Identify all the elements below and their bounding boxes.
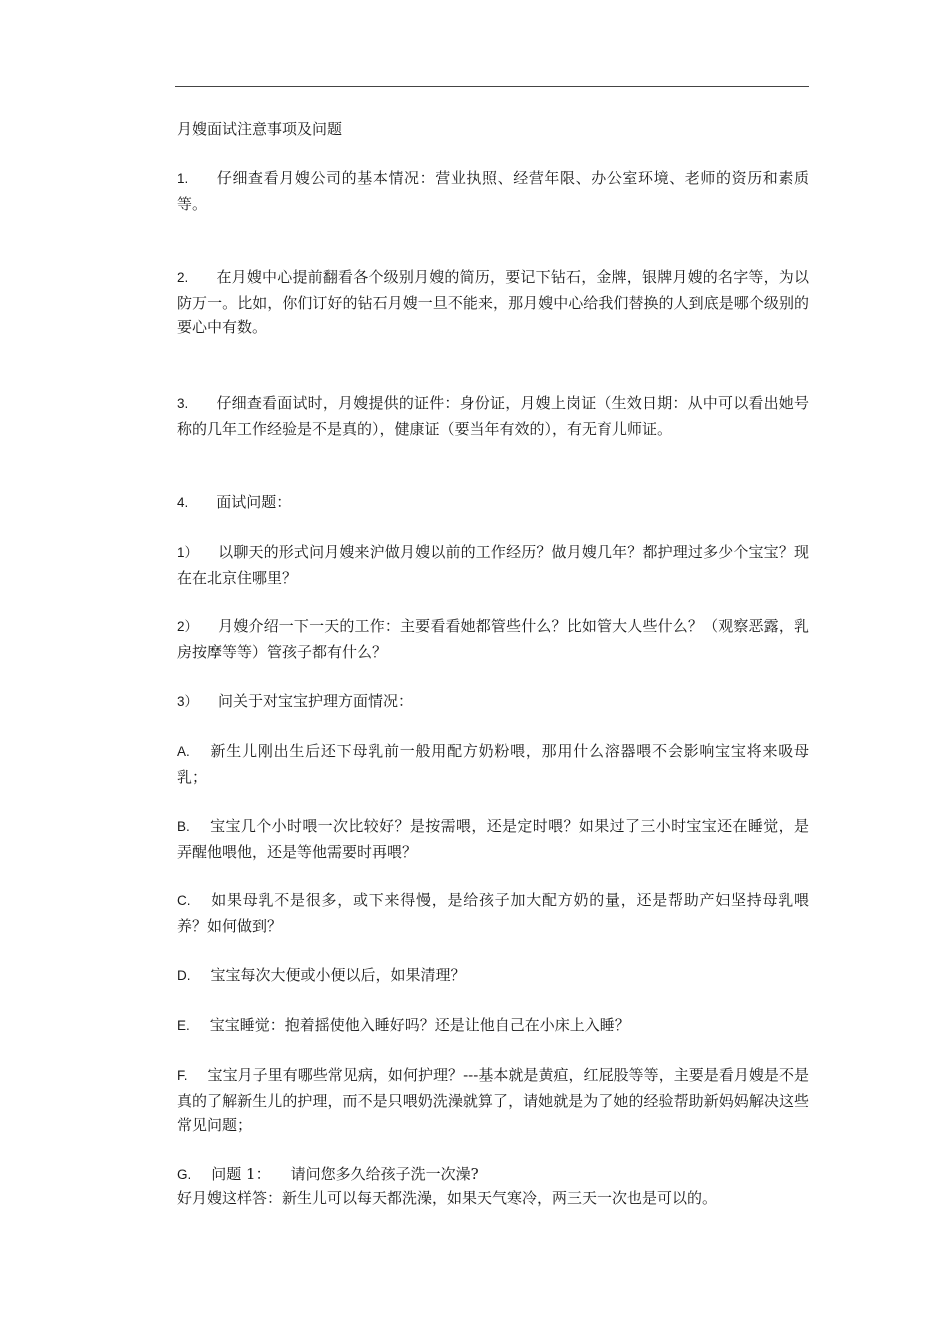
- question-letter: D.: [177, 968, 191, 983]
- item-number: 3.: [177, 396, 189, 411]
- question-letter: C.: [177, 893, 191, 908]
- question-text: 宝宝睡觉：抱着摇使他入睡好吗？还是让他自己在小床上入睡？: [209, 1016, 630, 1034]
- question-letter: G.: [177, 1167, 192, 1182]
- sub-item-text: 以聊天的形式问月嫂来沪做月嫂以前的工作经历？做月嫂几年？都护理过多少个宝宝？现在在北京住哪里？: [177, 543, 809, 587]
- sub-item-1: [177, 540, 809, 590]
- question-a: [177, 739, 809, 789]
- question-c: [177, 888, 809, 938]
- document-title: 月嫂面试注意事项及问题: [177, 120, 343, 138]
- question-letter: B.: [177, 819, 190, 834]
- sub-item-number: 2）: [177, 619, 199, 634]
- question-text: 新生儿刚出生后还下母乳前一般用配方奶粉喂，那用什么溶器喂不会影响宝宝将来吸母乳；: [177, 742, 809, 786]
- sub-item-text: 问关于对宝宝护理方面情况：: [218, 692, 414, 710]
- question-f: [177, 1063, 809, 1138]
- item-number: 2.: [177, 270, 189, 285]
- question-text: 宝宝月子里有哪些常见病，如何护理？---基本就是黄疸，红屁股等等，主要是看月嫂是不是真的了解新生儿的护理，而不是只喂奶洗澡就算了，请她就是为了她的经验帮助新妈妈解决这些常见问题；: [177, 1066, 809, 1134]
- sub-item-number: 3）: [177, 694, 199, 709]
- list-item-2: [177, 265, 809, 340]
- item-text: 在月嫂中心提前翻看各个级别月嫂的简历，要记下钻石，金牌，银牌月嫂的名字等，为以防万一。比如，你们订好的钻石月嫂一旦不能来，那月嫂中心给我们替换的人到底是哪个级别的要心中有数。: [177, 268, 809, 336]
- question-letter: A.: [177, 744, 190, 759]
- question-text: 请问您多久给孩子洗一次澡?: [290, 1165, 479, 1183]
- item-number: 4.: [177, 495, 189, 510]
- sub-item-3: [177, 689, 809, 715]
- question-b: [177, 814, 809, 864]
- question-text: 宝宝几个小时喂一次比较好？是按需喂，还是定时喂？如果过了三小时宝宝还在睡觉，是弄醒他喂他，还是等他需要时再喂？: [177, 817, 809, 861]
- question-e: [177, 1013, 809, 1039]
- item-text: 面试问题：: [216, 493, 292, 511]
- question-letter: E.: [177, 1018, 190, 1033]
- question-text: 如果母乳不是很多，或下来得慢，是给孩子加大配方奶的量，还是帮助产妇坚持母乳喂养？如何做到？: [177, 891, 809, 935]
- list-item-1: [177, 166, 809, 216]
- answer-text: 好月嫂这样答：新生儿可以每天都洗澡，如果天气寒冷，两三天一次也是可以的。: [177, 1189, 718, 1207]
- sub-item-number: 1）: [177, 545, 199, 560]
- item-number: 1.: [177, 171, 189, 186]
- list-item-4: [177, 490, 809, 516]
- sub-item-text: 月嫂介绍一下一天的工作：主要看看她都管些什么？比如管大人些什么？（观察恶露，乳房按摩等等）管孩子都有什么？: [177, 617, 809, 661]
- sub-item-2: [177, 614, 809, 664]
- question-letter: F.: [177, 1068, 188, 1083]
- list-item-3: [177, 391, 809, 441]
- item-text: 仔细查看月嫂公司的基本情况：营业执照、经营年限、办公室环境、老师的资历和素质等。: [177, 169, 809, 213]
- item-text: 仔细查看面试时，月嫂提供的证件：身份证，月嫂上岗证（生效日期：从中可以看出她号称的几年工作经验是不是真的），健康证（要当年有效的），有无育儿师证。: [177, 394, 809, 438]
- question-text: 宝宝每次大便或小便以后，如果清理？: [210, 966, 466, 984]
- question-g: [177, 1162, 809, 1188]
- header-rule: [175, 86, 809, 87]
- question-label: 问题 1：: [211, 1165, 271, 1183]
- question-d: [177, 963, 809, 989]
